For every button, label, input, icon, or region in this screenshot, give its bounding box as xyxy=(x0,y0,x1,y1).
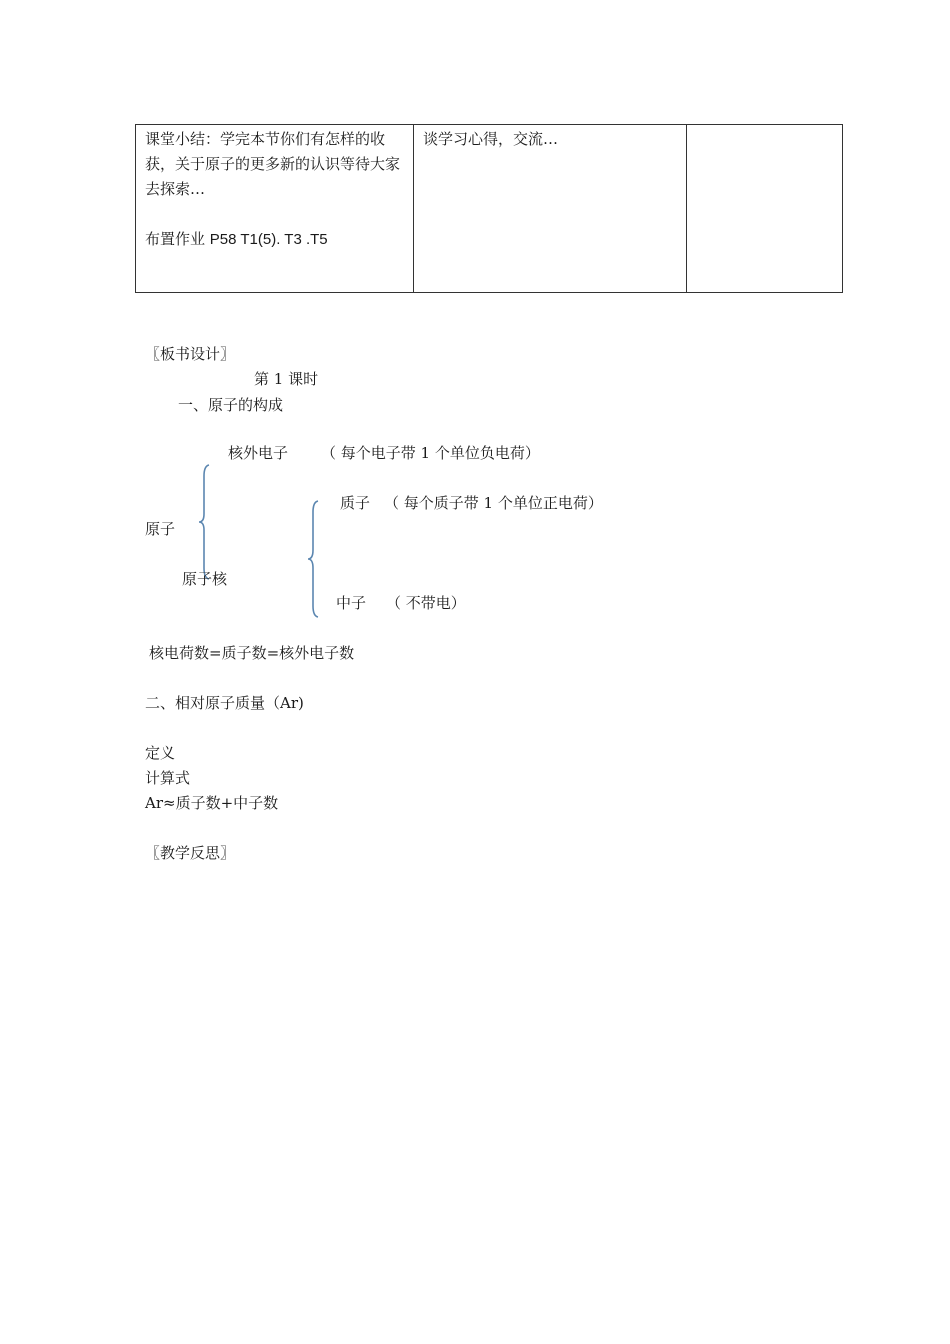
definition-label: 定义 xyxy=(145,744,176,762)
lesson-number: 第 1 课时 xyxy=(254,370,319,388)
proton-label: 质子 xyxy=(340,494,371,512)
lesson-table xyxy=(135,124,843,293)
atom-brace-icon xyxy=(197,464,213,580)
notes-cell xyxy=(687,125,843,293)
formula-label: 计算式 xyxy=(145,769,191,787)
homework-label: 布置作业 xyxy=(145,230,206,248)
mass-formula: Ar≈质子数+中子数 xyxy=(145,794,279,812)
summary-cell xyxy=(136,125,414,293)
homework-code: P58 T1(5). T3 .T5 xyxy=(209,231,328,248)
homework-line xyxy=(145,227,405,252)
nucleus-brace-icon xyxy=(306,500,322,618)
atom-label: 原子 xyxy=(145,520,176,538)
neutron-note: （ 不带电） xyxy=(386,594,466,612)
reflection-heading: 〖教学反思〗 xyxy=(145,844,236,862)
nucleus-label: 原子核 xyxy=(182,570,228,588)
student-activity-cell xyxy=(414,125,687,293)
table-row xyxy=(136,125,843,293)
summary-text: 课堂小结：学完本节你们有怎样的收获，关于原子的更多新的认识等待大家去探索… xyxy=(145,130,401,198)
proton-note: （ 每个质子带 1 个单位正电荷） xyxy=(384,494,603,512)
electron-label: 核外电子 xyxy=(228,444,289,462)
charge-equation: 核电荷数=质子数=核外电子数 xyxy=(149,644,355,662)
board-heading: 〖板书设计〗 xyxy=(145,345,236,363)
student-activity-text: 谈学习心得，交流… xyxy=(423,130,559,148)
section2-title: 二、相对原子质量（Ar) xyxy=(145,694,304,712)
electron-note: （ 每个电子带 1 个单位负电荷） xyxy=(321,444,540,462)
neutron-label: 中子 xyxy=(336,594,367,612)
section1-title: 一、原子的构成 xyxy=(178,396,284,414)
